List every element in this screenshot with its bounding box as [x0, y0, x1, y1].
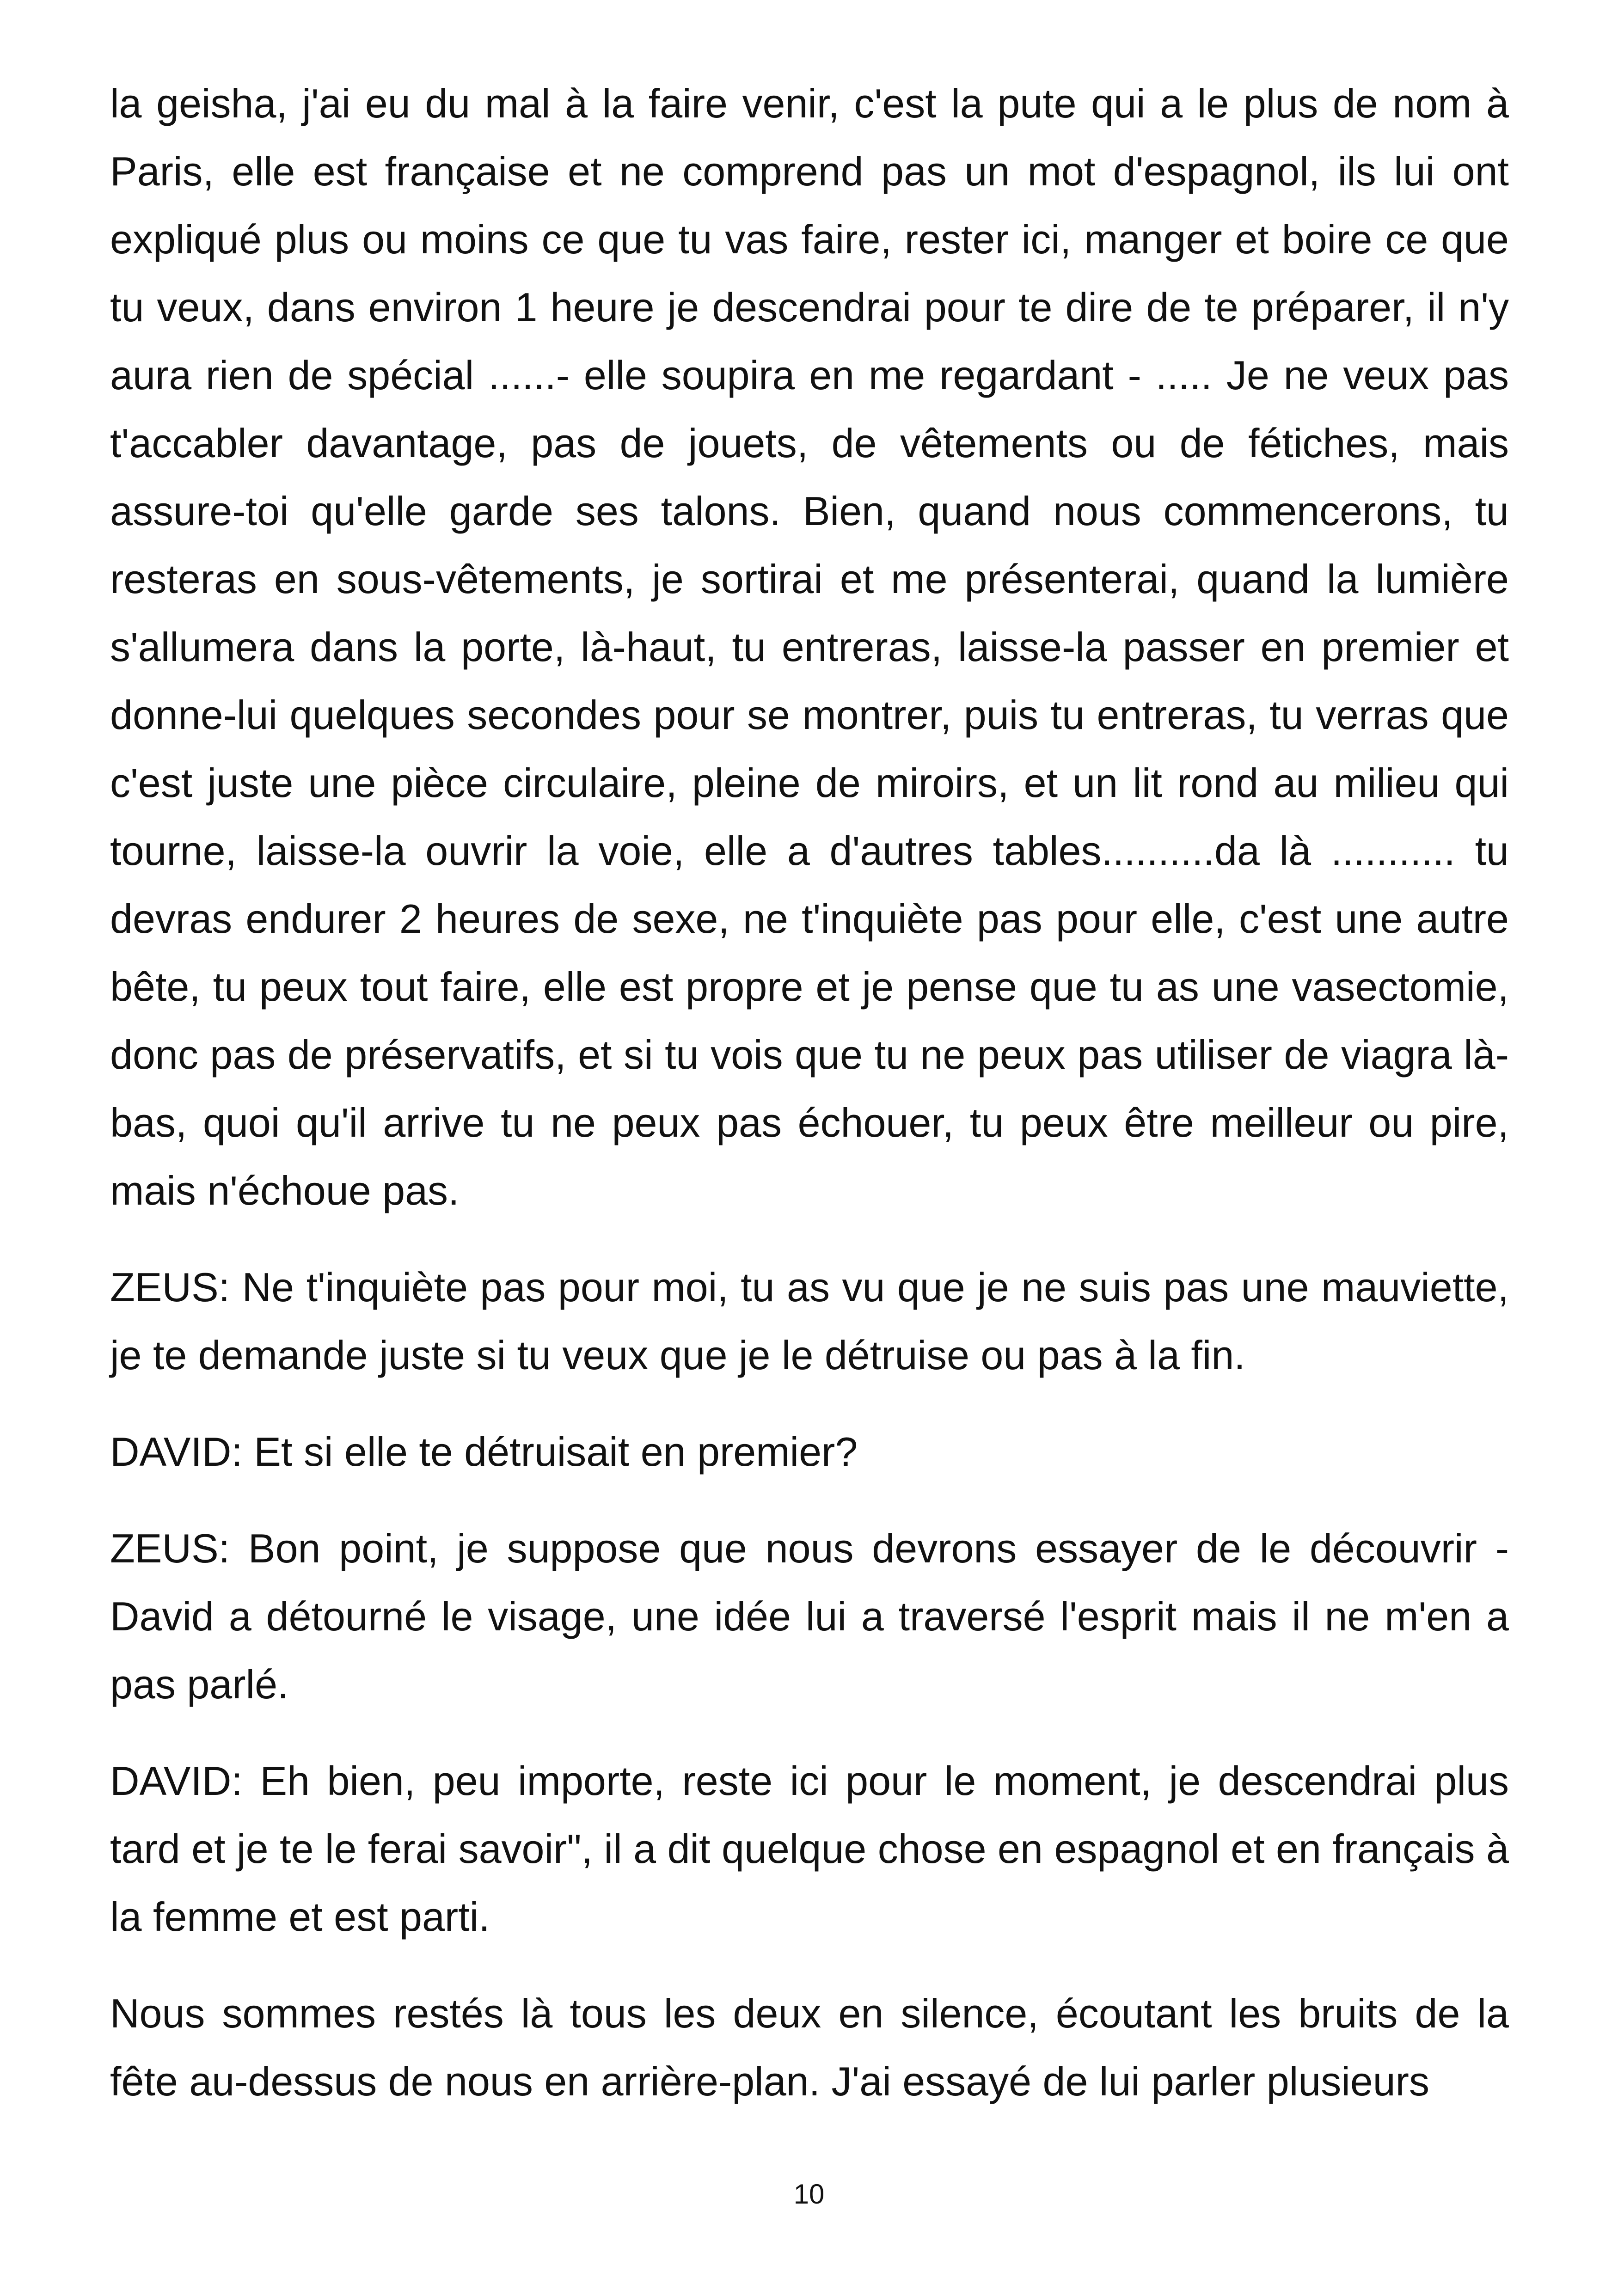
- paragraph-geisha-instructions: la geisha, j'ai eu du mal à la faire venir, c'est la pute qui a le plus de nom à Paris, elle est française et ne comprend pas un mot d'espagnol, ils lui ont expliqué plus ou moins ce que tu vas faire, rester ici, manger et boire ce que tu veux, dans environ 1 heure je descendrai pour te dire de te préparer, il n'y aura rien de spécial ......- elle soupira en me regardant - ..... Je ne veux pas t'accabler davantage, pas de jouets, de vêtements ou de fétiches, mais assure-toi qu'elle garde ses talons. Bien, quand nous commencerons, tu resteras en sous-vêtements, je sortirai et me présenterai, quand la lumière s'allumera dans la porte, là-haut, tu entreras, laisse-la passer en premier et donne-lui quelques secondes pour se montrer, puis tu entreras, tu verras que c'est juste une pièce circulaire, pleine de miroirs, et un lit rond au milieu qui tourne, laisse-la ouvrir la voie, elle a d'autres tables..........da là ........... tu devras endurer 2 heures de sexe, ne t'inquiète pas pour elle, c'est une autre bête, tu peux tout faire, elle est propre et je pense que tu as une vasectomie, donc pas de préservatifs, et si tu vois que tu ne peux pas utiliser de viagra là-bas, quoi qu'il arrive tu ne peux pas échouer, tu peux être meilleur ou pire, mais n'échoue pas.: [110, 80, 1509, 1213]
- page-number: 10: [793, 2179, 825, 2210]
- paragraph-silence: Nous sommes restés là tous les deux en silence, écoutant les bruits de la fête au-dessus de nous en arrière-plan. J'ai essayé de lui parler plusieurs: [110, 1990, 1509, 2104]
- paragraph-david-leaves: DAVID: Eh bien, peu importe, reste ici pour le moment, je descendrai plus tard et je te le ferai savoir", il a dit quelque chose en espagnol et en français à la femme et est parti.: [110, 1758, 1509, 1940]
- paragraph-david-question: DAVID: Et si elle te détruisait en premier?: [110, 1429, 858, 1475]
- paragraph-zeus-reply: ZEUS: Ne t'inquiète pas pour moi, tu as vu que je ne suis pas une mauviette, je te demande juste si tu veux que je le détruise ou pas à la fin.: [110, 1264, 1509, 1378]
- body-text: [110, 69, 1509, 2144]
- paragraph-zeus-good-point: ZEUS: Bon point, je suppose que nous devrons essayer de le découvrir - David a détourné le visage, une idée lui a traversé l'esprit mais il ne m'en a pas parlé.: [110, 1525, 1509, 1707]
